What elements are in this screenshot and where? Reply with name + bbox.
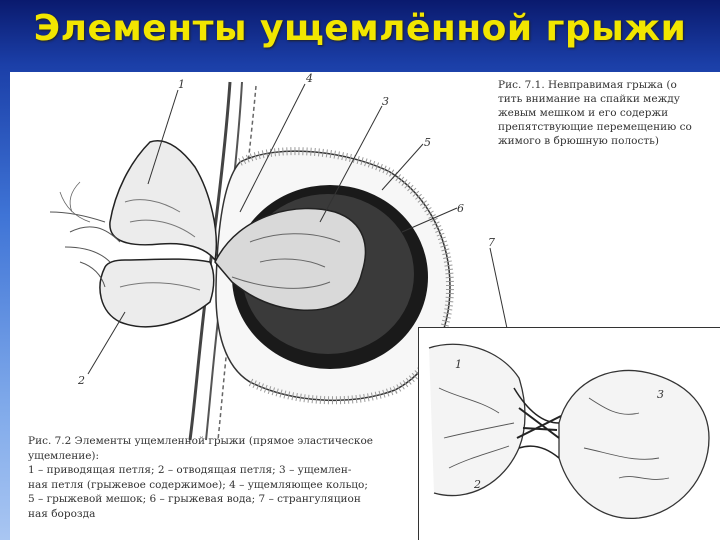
inset-label-1: 1 — [455, 358, 462, 371]
caption-line: 1 – приводящая петля; 2 – отводящая петля; 3 – ущемлен- — [28, 464, 352, 476]
caption-line: ная петля (грыжевое содержимое); 4 – ущемляющее кольцо; — [28, 478, 368, 491]
caption-fig-7-2 — [28, 434, 420, 521]
caption-line: жимого в брюшную полость) — [498, 135, 659, 147]
label-2: 2 — [78, 374, 85, 387]
label-3: 3 — [382, 95, 389, 108]
slide-title: Элементы ущемлённой грыжи — [33, 8, 687, 49]
caption-fig-7-1 — [498, 78, 720, 148]
caption-line: ная борозда — [28, 507, 96, 520]
caption-line: ущемление): — [28, 449, 100, 462]
caption-line: препятствующие перемещению со — [498, 121, 692, 133]
label-1: 1 — [178, 78, 185, 91]
label-4: 4 — [306, 72, 313, 85]
caption-line: Рис. 7.2 Элементы ущемленной грыжи (прямое эластическое — [28, 435, 374, 447]
caption-line: жевым мешком и его содержи — [498, 107, 669, 119]
caption-line: тить внимание на спайки между — [498, 93, 680, 105]
label-7: 7 — [488, 236, 495, 249]
caption-line: 5 – грыжевой мешок; 6 – грыжевая вода; 7 – странгуляцион — [28, 493, 361, 505]
label-5: 5 — [424, 136, 431, 149]
hernia-illustration — [10, 72, 720, 540]
inset-label-2: 2 — [474, 478, 481, 491]
inset-label-3: 3 — [657, 388, 664, 401]
inset-drawing — [419, 328, 720, 540]
caption-line: Рис. 7.1. Невправимая грыжа (о — [498, 79, 677, 91]
label-6: 6 — [457, 202, 464, 215]
strangulation-inset — [418, 327, 720, 540]
